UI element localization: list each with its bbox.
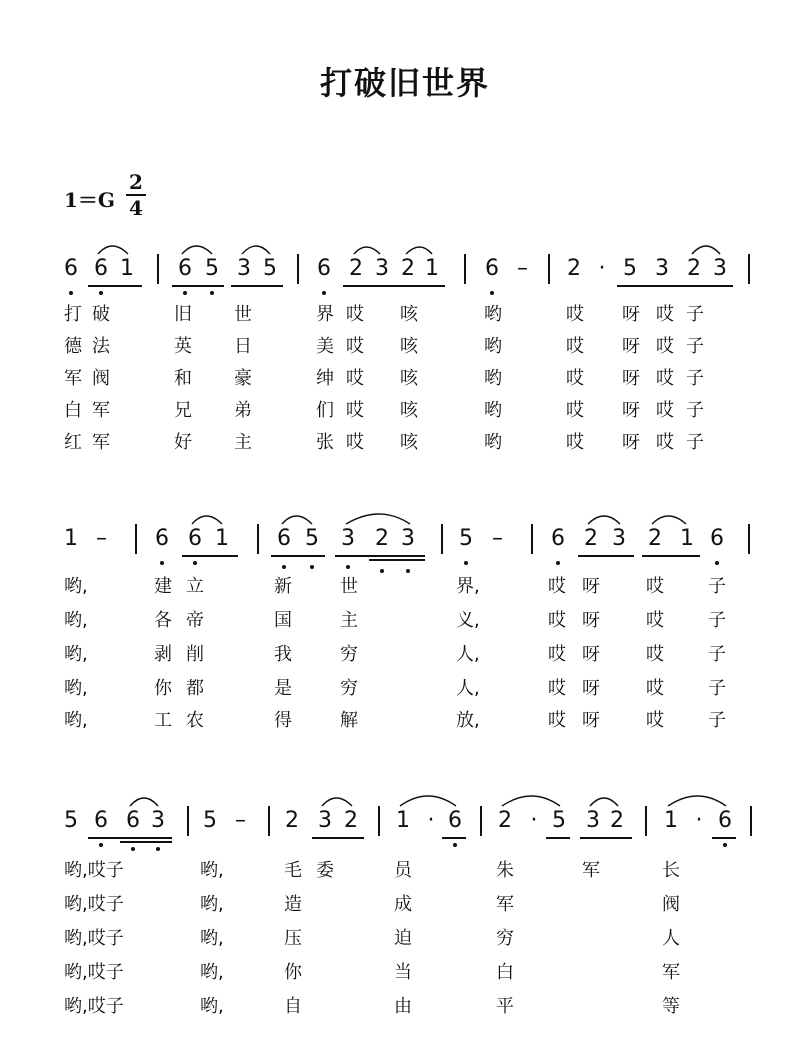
lyric-char: 军 [64, 368, 82, 389]
beam [580, 837, 632, 839]
lyric-char: 哎 [646, 678, 664, 699]
lyric-char: 自 [284, 996, 302, 1017]
lyric-char: 哟, [64, 576, 88, 597]
note: 1 [64, 526, 78, 551]
lyric-char: 呀 [622, 400, 640, 421]
note: 1 [664, 808, 678, 833]
beam [88, 285, 142, 287]
lyric-char: 人, [456, 678, 480, 699]
note: 5 [205, 256, 219, 281]
bar-line [441, 524, 443, 554]
lyric-char: 哟,哎子 [64, 894, 124, 915]
dot-extension: · [695, 808, 703, 833]
slur [692, 246, 720, 254]
lyric-char: 我 [274, 644, 292, 665]
slur [502, 796, 560, 806]
note: 3 [612, 526, 626, 551]
note: 5 [623, 256, 637, 281]
lyric-char: 旧 [174, 304, 192, 325]
bar-line [297, 254, 299, 284]
low-octave-dot [69, 291, 73, 295]
lyric-char: 当 [394, 962, 412, 983]
note: 6 [277, 526, 291, 551]
slur [130, 798, 158, 806]
lyric-char: 哟 [484, 336, 502, 357]
note: 2 [285, 808, 299, 833]
lyric-char: 子 [708, 678, 726, 699]
lyric-char: 哟,哎子 [64, 860, 124, 881]
note: 3 [655, 256, 669, 281]
lyric-char: 你 [284, 962, 302, 983]
lyric-char: 朱 [496, 860, 514, 881]
note: 2 [401, 256, 415, 281]
note: 3 [713, 256, 727, 281]
lyric-char: 造 [284, 894, 302, 915]
lyric-char: 呀 [622, 336, 640, 357]
slur [346, 514, 410, 524]
slur [322, 798, 352, 806]
lyric-char: 呀 [582, 644, 600, 665]
lyric-char: 哎 [548, 678, 566, 699]
bar-line [645, 806, 647, 836]
lyric-char: 美 [316, 336, 334, 357]
lyric-char: 哎 [646, 610, 664, 631]
lyric-char: 哎 [346, 368, 364, 389]
note: 6 [448, 808, 462, 833]
song-title: 打破旧世界 [319, 64, 490, 102]
lyric-char: 哎 [566, 368, 584, 389]
lyric-char: 平 [496, 996, 514, 1017]
dot-extension: · [427, 808, 435, 833]
lyric-char: 豪 [234, 368, 252, 389]
lyric-char: 哎 [346, 304, 364, 325]
beam [231, 285, 283, 287]
lyric-char: 法 [92, 336, 110, 357]
bar-line [480, 806, 482, 836]
beam [578, 555, 634, 557]
note: 5 [203, 808, 217, 833]
lyric-char: 哎 [548, 644, 566, 665]
low-octave-dot [723, 843, 727, 847]
beam [335, 555, 425, 557]
note: 6 [94, 256, 108, 281]
lyric-char: 哟 [484, 304, 502, 325]
beam [312, 837, 364, 839]
lyric-char: 破 [92, 304, 110, 325]
key-signature: 1＝G [64, 188, 115, 212]
lyric-char: 哟, [200, 860, 224, 881]
low-octave-dot [131, 847, 135, 851]
beam [172, 285, 224, 287]
lyric-char: 压 [284, 928, 302, 949]
note: 3 [318, 808, 332, 833]
lyric-char: 人, [456, 644, 480, 665]
lyric-char: 哎 [646, 576, 664, 597]
note: 1 [396, 808, 410, 833]
lyric-char: 主 [234, 432, 252, 453]
lyric-char: 农 [186, 710, 204, 731]
lyric-char: 剥 [154, 644, 172, 665]
lyric-char: 等 [662, 996, 680, 1017]
low-octave-dot [346, 565, 350, 569]
low-octave-dot [156, 847, 160, 851]
lyric-char: 哎 [656, 368, 674, 389]
lyric-char: 子 [708, 644, 726, 665]
lyric-char: 哟, [200, 928, 224, 949]
note: 2 [498, 808, 512, 833]
lyric-char: 日 [234, 336, 252, 357]
note: 1 [425, 256, 439, 281]
note: 3 [401, 526, 415, 551]
rest-dash: – [96, 526, 107, 551]
lyric-char: 子 [686, 432, 704, 453]
lyric-char: 兄 [174, 400, 192, 421]
lyric-char: 咳 [400, 400, 418, 421]
beam [617, 285, 733, 287]
lyric-char: 军 [582, 860, 600, 881]
low-octave-dot [406, 569, 410, 573]
note: 6 [710, 526, 724, 551]
lyric-char: 迫 [394, 928, 412, 949]
lyric-char: 哟 [484, 400, 502, 421]
bar-line [378, 806, 380, 836]
note: 6 [155, 526, 169, 551]
note: 1 [680, 526, 694, 551]
lyric-char: 阀 [662, 894, 680, 915]
lyric-char: 建 [154, 576, 172, 597]
lyric-char: 子 [708, 576, 726, 597]
low-octave-dot [310, 565, 314, 569]
low-octave-dot [282, 565, 286, 569]
lyric-char: 子 [686, 304, 704, 325]
lyric-char: 是 [274, 678, 292, 699]
rest-dash: – [517, 256, 528, 281]
lyric-char: 哟 [484, 432, 502, 453]
lyric-char: 立 [186, 576, 204, 597]
low-octave-dot [210, 291, 214, 295]
lyric-char: 军 [92, 400, 110, 421]
lyric-char: 帝 [186, 610, 204, 631]
bar-line [268, 806, 270, 836]
lyric-char: 界 [316, 304, 334, 325]
beam [271, 555, 325, 557]
slur [182, 246, 212, 254]
bar-line [748, 254, 750, 284]
beam [546, 837, 570, 839]
lyric-char: 子 [686, 400, 704, 421]
lyric-char: 哟,哎子 [64, 962, 124, 983]
lyric-char: 各 [154, 610, 172, 631]
lyric-char: 呀 [582, 610, 600, 631]
meter-bottom: 4 [129, 196, 143, 220]
beam [182, 555, 238, 557]
lyric-char: 哎 [346, 432, 364, 453]
lyric-char: 子 [686, 336, 704, 357]
lyric-char: 哎 [548, 710, 566, 731]
bar-line [464, 254, 466, 284]
beam [442, 837, 466, 839]
lyric-char: 哎 [656, 336, 674, 357]
lyric-char: 义, [456, 610, 480, 631]
note: 2 [349, 256, 363, 281]
lyric-char: 哟, [200, 996, 224, 1017]
note: 3 [375, 256, 389, 281]
note: 6 [317, 256, 331, 281]
meter-top: 2 [129, 170, 143, 194]
lyric-char: 咳 [400, 432, 418, 453]
low-octave-dot [193, 561, 197, 565]
lyric-char: 弟 [234, 400, 252, 421]
note: 2 [584, 526, 598, 551]
lyric-char: 子 [708, 610, 726, 631]
note: 5 [459, 526, 473, 551]
rest-dash: – [492, 526, 503, 551]
bar-line [748, 524, 750, 554]
slur [192, 516, 222, 524]
lyric-char: 哎 [566, 400, 584, 421]
lyric-char: 红 [64, 432, 82, 453]
lyric-char: 绅 [316, 368, 334, 389]
low-octave-dot [556, 561, 560, 565]
bar-line [257, 524, 259, 554]
bar-line [548, 254, 550, 284]
note: 1 [120, 256, 134, 281]
lyric-char: 咳 [400, 368, 418, 389]
lyric-char: 哎 [548, 576, 566, 597]
note: 5 [64, 808, 78, 833]
low-octave-dot [453, 843, 457, 847]
lyric-char: 阀 [92, 368, 110, 389]
lyric-char: 呀 [582, 678, 600, 699]
lyric-char: 由 [394, 996, 412, 1017]
lyric-char: 委 [316, 860, 334, 881]
lyric-char: 哟, [64, 710, 88, 731]
lyric-char: 打 [64, 304, 82, 325]
lyric-char: 哟, [64, 644, 88, 665]
note: 3 [341, 526, 355, 551]
lyric-char: 毛 [284, 860, 302, 881]
note: 3 [237, 256, 251, 281]
bar-line [157, 254, 159, 284]
lyric-char: 得 [274, 710, 292, 731]
lyric-char: 哎 [566, 336, 584, 357]
lyric-char: 哎 [548, 610, 566, 631]
lyric-char: 白 [496, 962, 514, 983]
lyric-char: 哎 [566, 432, 584, 453]
beam [642, 555, 700, 557]
lyric-char: 德 [64, 336, 82, 357]
lyric-char: 哟, [64, 678, 88, 699]
lyric-char: 子 [708, 710, 726, 731]
beam [120, 841, 172, 843]
note: 1 [215, 526, 229, 551]
beam [712, 837, 736, 839]
lyric-char: 哎 [646, 710, 664, 731]
lyric-char: 放, [456, 710, 480, 731]
low-octave-dot [715, 561, 719, 565]
slur [242, 246, 270, 254]
note: 6 [551, 526, 565, 551]
lyric-char: 和 [174, 368, 192, 389]
lyric-char: 哎 [566, 304, 584, 325]
lyric-char: 成 [394, 894, 412, 915]
low-octave-dot [464, 561, 468, 565]
slur [406, 247, 432, 254]
rest-dash: – [235, 808, 246, 833]
lyric-char: 咳 [400, 304, 418, 325]
note: 2 [610, 808, 624, 833]
lyric-char: 主 [340, 610, 358, 631]
slur [652, 516, 686, 524]
lyric-char: 英 [174, 336, 192, 357]
slur [98, 246, 128, 254]
slur [400, 796, 456, 806]
lyric-char: 哟, [200, 962, 224, 983]
low-octave-dot [322, 291, 326, 295]
lyric-char: 国 [274, 610, 292, 631]
lyric-char: 解 [340, 710, 358, 731]
lyric-char: 呀 [622, 304, 640, 325]
bar-line [531, 524, 533, 554]
note: 5 [263, 256, 277, 281]
low-octave-dot [183, 291, 187, 295]
note: 6 [188, 526, 202, 551]
note: 2 [375, 526, 389, 551]
low-octave-dot [99, 291, 103, 295]
bar-line [135, 524, 137, 554]
lyric-char: 人 [662, 928, 680, 949]
lyric-char: 咳 [400, 336, 418, 357]
lyric-char: 穷 [340, 678, 358, 699]
slur [282, 516, 312, 524]
lyric-char: 哟,哎子 [64, 996, 124, 1017]
lyric-char: 张 [316, 432, 334, 453]
bar-line [750, 806, 752, 836]
lyric-char: 削 [186, 644, 204, 665]
lyric-char: 们 [316, 400, 334, 421]
slur [354, 247, 380, 254]
time-signature [126, 170, 146, 220]
low-octave-dot [490, 291, 494, 295]
lyric-char: 子 [686, 368, 704, 389]
lyric-char: 军 [92, 432, 110, 453]
lyric-char: 哟, [64, 610, 88, 631]
lyric-char: 好 [174, 432, 192, 453]
bar-line [187, 806, 189, 836]
lyric-char: 哎 [656, 400, 674, 421]
lyric-char: 员 [394, 860, 412, 881]
note: 6 [126, 808, 140, 833]
lyric-char: 穷 [340, 644, 358, 665]
low-octave-dot [380, 569, 384, 573]
lyric-char: 哟, [200, 894, 224, 915]
note: 6 [94, 808, 108, 833]
lyric-char: 哎 [656, 304, 674, 325]
lyric-char: 哟 [484, 368, 502, 389]
lyric-char: 白 [64, 400, 82, 421]
note: 6 [64, 256, 78, 281]
note: 2 [687, 256, 701, 281]
lyric-char: 呀 [622, 432, 640, 453]
lyric-char: 军 [662, 962, 680, 983]
lyric-char: 世 [234, 304, 252, 325]
note: 6 [485, 256, 499, 281]
lyric-char: 呀 [582, 576, 600, 597]
note: 6 [718, 808, 732, 833]
lyric-char: 都 [186, 678, 204, 699]
lyric-char: 长 [662, 860, 680, 881]
lyric-char: 军 [496, 894, 514, 915]
lyric-char: 工 [154, 710, 172, 731]
lyric-char: 哎 [646, 644, 664, 665]
note: 5 [305, 526, 319, 551]
lyric-char: 世 [340, 576, 358, 597]
note: 3 [151, 808, 165, 833]
note: 2 [648, 526, 662, 551]
low-octave-dot [99, 843, 103, 847]
lyric-char: 哟,哎子 [64, 928, 124, 949]
lyric-char: 新 [274, 576, 292, 597]
lyric-char: 呀 [622, 368, 640, 389]
lyric-char: 界, [456, 576, 480, 597]
dot-extension: · [598, 256, 606, 281]
dot-extension: · [530, 808, 538, 833]
lyric-char: 你 [154, 678, 172, 699]
lyric-char: 哎 [346, 336, 364, 357]
beam [88, 837, 172, 839]
note: 2 [567, 256, 581, 281]
note: 5 [552, 808, 566, 833]
lyric-char: 呀 [582, 710, 600, 731]
note: 6 [178, 256, 192, 281]
slur [668, 796, 726, 806]
slur [590, 798, 618, 806]
beam [343, 285, 445, 287]
note: 3 [586, 808, 600, 833]
lyric-char: 哎 [346, 400, 364, 421]
lyric-char: 哎 [656, 432, 674, 453]
note: 2 [344, 808, 358, 833]
beam [369, 559, 425, 561]
lyric-char: 穷 [496, 928, 514, 949]
low-octave-dot [160, 561, 164, 565]
slur [588, 516, 620, 524]
